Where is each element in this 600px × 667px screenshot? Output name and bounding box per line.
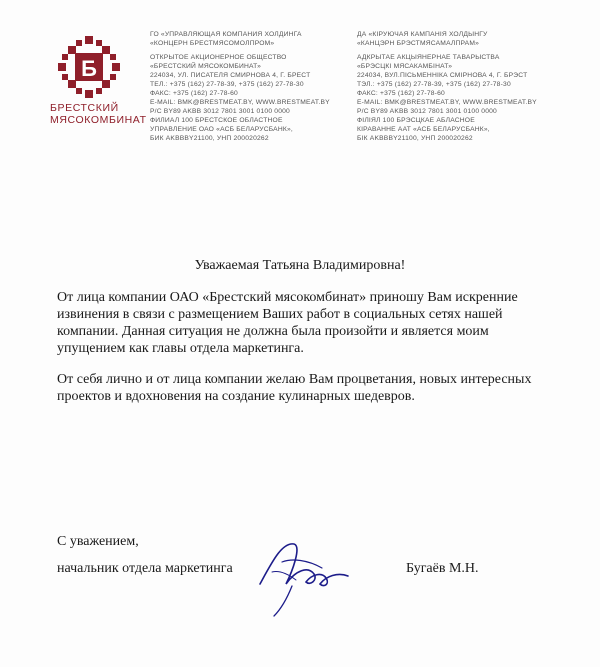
header-russian	[150, 30, 350, 143]
header-left-line: ОТКРЫТОЕ АКЦИОНЕРНОЕ ОБЩЕСТВО	[150, 54, 287, 61]
paragraph-line: проектов и вдохновения на создание кулинарных шедевров.	[57, 389, 415, 404]
logo-letter: Б	[81, 56, 97, 81]
header-left-line: УПРАВЛЕНИЕ ОАО «АСБ БЕЛАРУСБАНК»,	[150, 126, 293, 133]
header-left-line: ФИЛИАЛ 100 БРЕСТСКОЕ ОБЛАСТНОЕ	[150, 117, 283, 124]
signer-name: Бугаёв М.Н.	[406, 561, 479, 576]
header-left-line: 224034, УЛ. ПИСАТЕЛЯ СМИРНОВА 4, Г. БРЕСТ	[150, 72, 311, 79]
ornament-logo-icon	[58, 36, 120, 98]
handwritten-signature	[252, 522, 362, 622]
header-left-line: «КОНЦЕРН БРЕСТМЯСОМОЛПРОМ»	[150, 40, 275, 47]
header-left-line: ФАКС: +375 (162) 27-78-60	[150, 90, 238, 97]
header-right-line: «БРЭСЦКІ МЯСАКАМБІНАТ»	[357, 63, 453, 70]
paragraph-wishes	[57, 371, 547, 405]
paragraph-line: упущением как главы отдела маркетинга.	[57, 341, 304, 356]
paragraph-line: компании. Данная ситуация не должна была произойти и является моим	[57, 324, 489, 339]
company-logo	[50, 36, 147, 126]
header-left-line: БИК AKBBBY21100, УНП 200020262	[150, 135, 269, 142]
header-right-line: КІРАВАННЕ ААТ «АСБ БЕЛАРУСБАНК»,	[357, 126, 490, 133]
logo-name-line2: МЯСОКОМБИНАТ	[50, 114, 147, 126]
header-right-line: 224034, ВУЛ.ПІСЬМЕННІКА СМІРНОВА 4, Г. БРЭСТ	[357, 72, 528, 79]
closing: С уважением,	[57, 534, 139, 549]
header-right-line: ДА «КІРУЮЧАЯ КАМПАНІЯ ХОЛДЫНГУ	[357, 31, 488, 38]
header-right-line: ФАКС: +375 (162) 27-78-60	[357, 90, 445, 97]
header-belarusian	[357, 30, 557, 143]
header-left-line: E-MAIL: BMK@BRESTMEAT.BY, WWW.BRESTMEAT.BY	[150, 99, 330, 106]
paragraph-line: От лица компании ОАО «Брестский мясокомбинат» приношу Вам искренние	[57, 290, 518, 305]
header-right-line: Р/С BY89 AKBB 3012 7801 3001 0100 0000	[357, 108, 497, 115]
header-right-line: БІК AKBBBY21100, УНП 200020262	[357, 135, 473, 142]
header-left-line: ГО «УПРАВЛЯЮЩАЯ КОМПАНИЯ ХОЛДИНГА	[150, 31, 302, 38]
paragraph-line: извинения в связи с размещением Ваших работ в социальных сетях нашей	[57, 307, 503, 322]
header-right-line: ТЭЛ.: +375 (162) 27-78-39, +375 (162) 27-78-30	[357, 81, 511, 88]
header-left-line: Р/С BY89 AKBB 3012 7801 3001 0100 0000	[150, 108, 290, 115]
paragraph-apology	[57, 289, 547, 357]
header-right-line: ФІЛІЯЛ 100 БРЭСЦКАЕ АБЛАСНОЕ	[357, 117, 475, 124]
paragraph-line: От себя лично и от лица компании желаю Вам процветания, новых интересных	[57, 372, 532, 387]
salutation: Уважаемая Татьяна Владимировна!	[194, 258, 406, 273]
signer-position: начальник отдела маркетинга	[57, 561, 233, 576]
header-right-line: АДКРЫТАЕ АКЦЫЯНЕРНАЕ ТАВАРЫСТВА	[357, 54, 500, 61]
header-right-line: «КАНЦЭРН БРЭСТМЯСАМАЛПРАМ»	[357, 40, 480, 47]
header-right-line: E-MAIL: BMK@BRESTMEAT.BY, WWW.BRESTMEAT.BY	[357, 99, 537, 106]
header-left-line: «БРЕСТСКИЙ МЯСОКОМБИНАТ»	[150, 63, 262, 70]
logo-name-line1: БРЕСТСКИЙ	[50, 102, 119, 114]
header-left-line: ТЕЛ.: +375 (162) 27-78-39, +375 (162) 27-78-30	[150, 81, 304, 88]
